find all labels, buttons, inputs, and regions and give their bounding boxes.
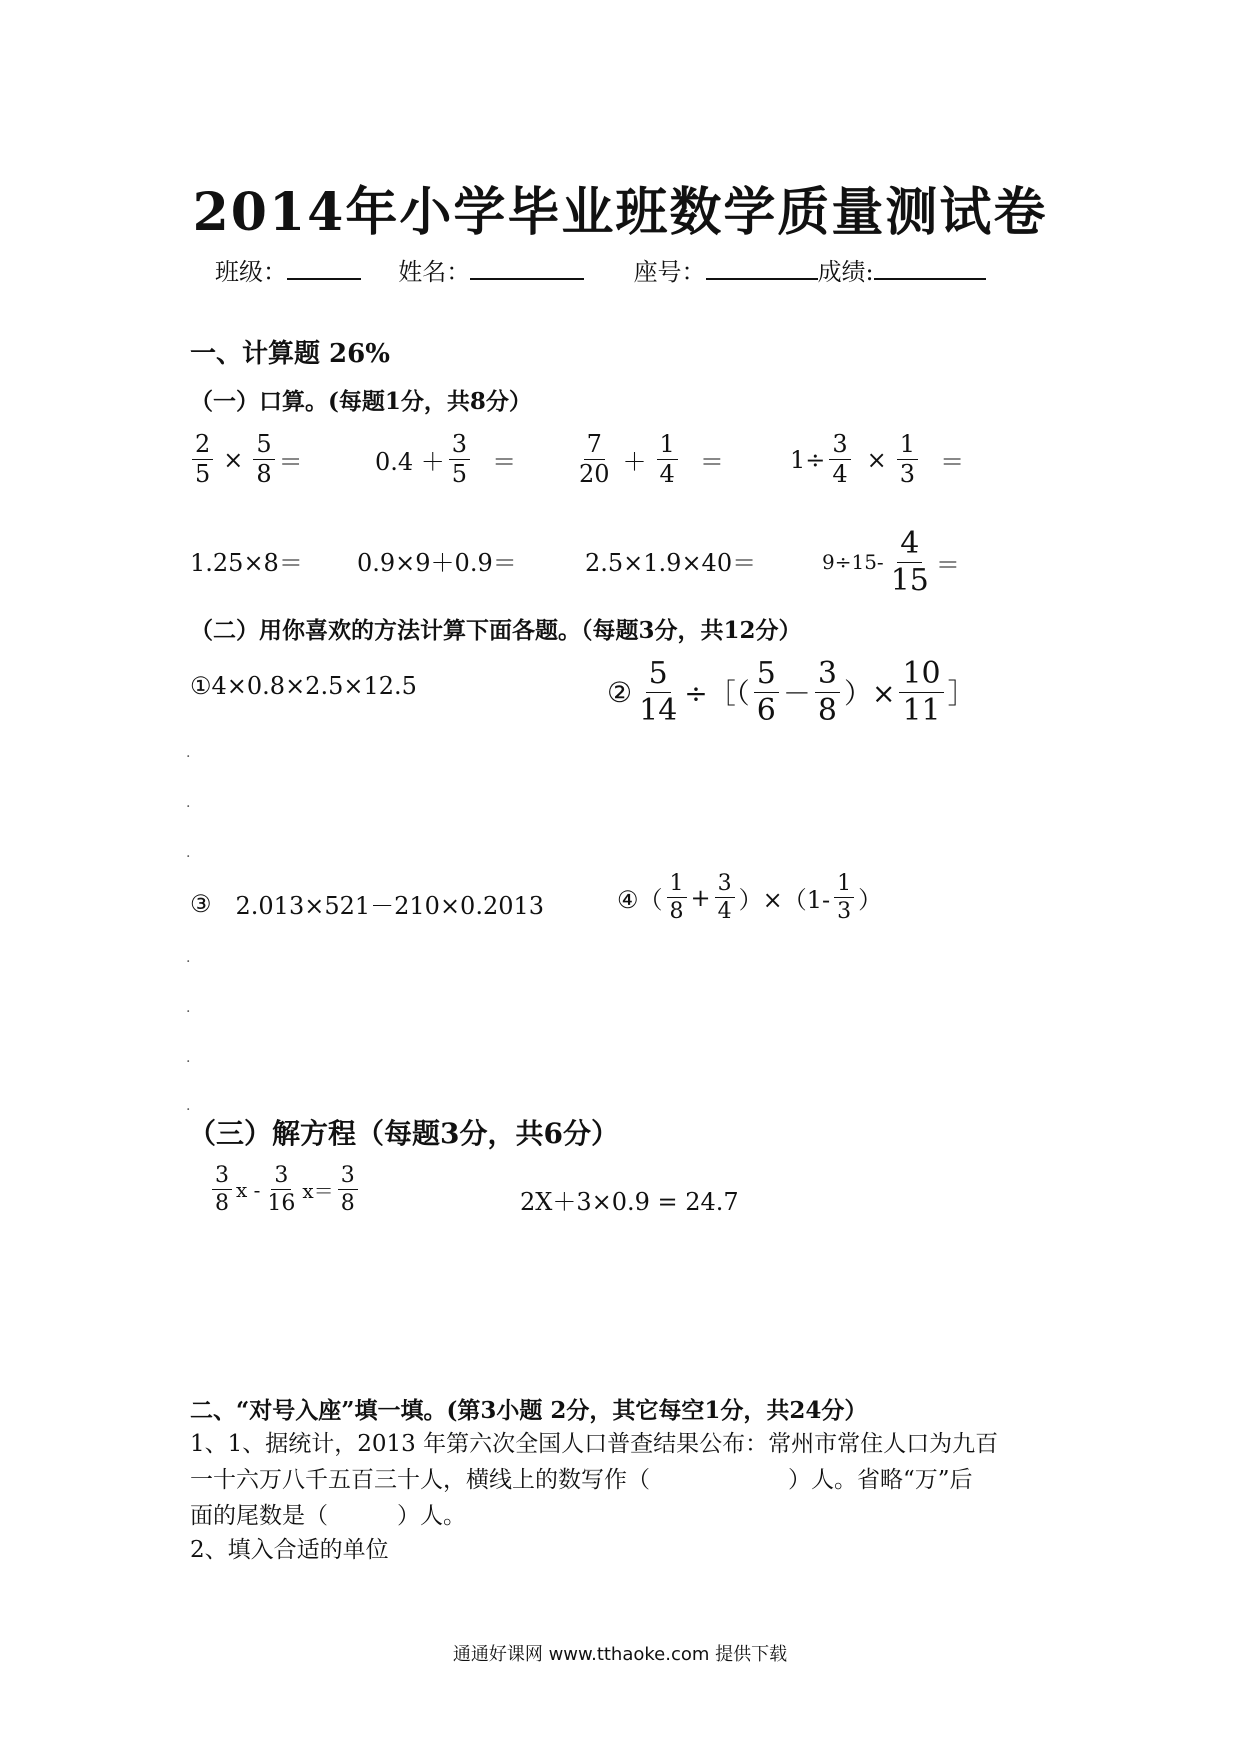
fill-question-1: 1、1、据统计，2013 年第六次全国人口普查结果公布：常州市常住人口为九百 一十六万八千五百三十人，横线上的数写作（ ）人。省略“万”后 面的尾数是（ ）人。 bbox=[190, 1431, 999, 1529]
oral-calc-8: 9÷15- $\frac{4}{15}$ ＝ bbox=[822, 526, 960, 598]
part1-heading: （一）口算。(每题1分，共8分） bbox=[190, 388, 532, 415]
part2-heading: （二）用你喜欢的方法计算下面各题。（每题3分，共12分） bbox=[190, 617, 802, 644]
seat-blank bbox=[706, 256, 818, 280]
calc-q2: ② $\frac{5}{14}$ ÷［（ $\frac{5}{6}$ － $\frac{3}{8}$ ）× $\frac{10}{11}$ ］ bbox=[607, 656, 976, 728]
oral-calc-3: $\frac{7}{20}$ ＋ $\frac{1}{4}$ ＝ bbox=[579, 430, 724, 489]
oral-calc-5: 1.25×8＝ bbox=[190, 549, 303, 577]
class-label: 班级： bbox=[215, 258, 287, 286]
score-label: 成绩: bbox=[817, 258, 874, 286]
footer-credit: 通通好课网 www.tthaoke.com 提供下载 bbox=[452, 1644, 788, 1665]
calc-q3: ③ 2.013×521－210×0.2013 bbox=[190, 889, 545, 920]
class-blank bbox=[287, 256, 361, 280]
section2-heading: 二、“对号入座”填一填。(第3小题 2分，其它每空1分，共24分） bbox=[190, 1397, 868, 1424]
page-title: 2014年小学毕业班数学质量测试卷 bbox=[192, 182, 1048, 243]
student-info bbox=[215, 252, 986, 287]
equation-1: $\frac{3}{8}$ x - $\frac{3}{16}$ x＝ $\frac{3}{8}$ bbox=[208, 1164, 362, 1215]
section1-heading: 一、计算题 26% bbox=[190, 339, 390, 369]
oral-calc-2: 0.4 ＋ $\frac{3}{5}$ ＝ bbox=[375, 430, 517, 489]
part3-heading: （三）解方程（每题3分，共6分） bbox=[188, 1117, 619, 1150]
oral-calc-1: $\frac{2}{5}$ × $\frac{5}{8}$ ＝ bbox=[188, 432, 303, 487]
equation-2: 2X＋3×0.9 = 24.7 bbox=[520, 1188, 739, 1216]
name-blank bbox=[470, 256, 584, 280]
oral-calc-7: 2.5×1.9×40＝ bbox=[585, 549, 757, 577]
seat-label: 座号： bbox=[633, 258, 706, 286]
fill-question-2: 2、填入合适的单位 bbox=[190, 1537, 389, 1563]
calc-q1: ①4×0.8×2.5×12.5 bbox=[190, 672, 417, 700]
oral-calc-6: 0.9×9＋0.9＝ bbox=[357, 549, 517, 577]
oral-calc-4: 1÷ $\frac{3}{4}$ × $\frac{1}{3}$ ＝ bbox=[790, 430, 965, 489]
name-label: 姓名： bbox=[398, 258, 471, 286]
score-blank bbox=[874, 256, 986, 280]
calc-q4: ④（ $\frac{1}{8}$ + $\frac{3}{4}$ ）×（1- $\frac{1}{3}$ ） bbox=[617, 871, 883, 925]
